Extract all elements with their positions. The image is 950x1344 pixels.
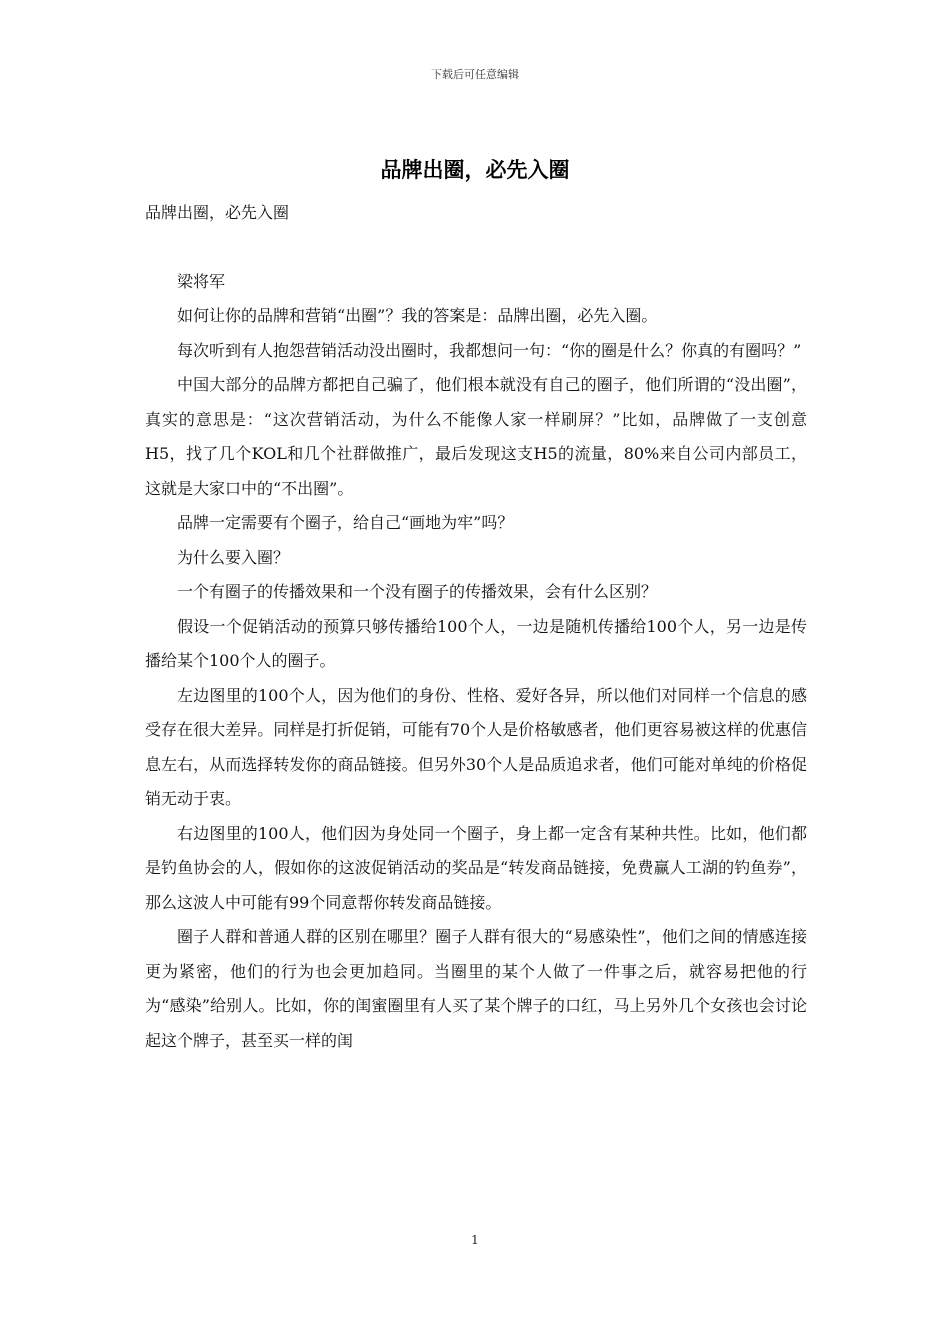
paragraph: 假设一个促销活动的预算只够传播给100个人，一边是随机传播给100个人，另一边是传播给某个100个人的圈子。 <box>145 616 807 670</box>
document-body <box>145 196 807 1058</box>
author-line: 梁将军 <box>177 271 226 291</box>
paragraph: 一个有圈子的传播效果和一个没有圈子的传播效果，会有什么区别？ <box>177 582 658 601</box>
paragraph: 为什么要入圈？ <box>177 547 290 567</box>
blank-line <box>145 231 807 265</box>
paragraph: 圈子人群和普通人群的区别在哪里？圈子人群有很大的“易感染性”，他们之间的情感连接更为紧密，他们的行为也会更加趋同。当圈里的某个人做了一件事之后，就容易把他的行为“感染”给别人。比如，你的闺蜜圈里有人买了某个牌子的口红，马上另外几个女孩也会讨论起这个牌子，甚至买一样的闺 <box>145 927 807 1050</box>
page-header: 下载后可任意编辑 <box>431 68 519 81</box>
paragraph: 如何让你的品牌和营销“出圈”？我的答案是：品牌出圈，必先入圈。 <box>177 306 658 325</box>
paragraph: 中国大部分的品牌方都把自己骗了，他们根本就没有自己的圈子，他们所谓的“没出圈”，真实的意思是：“这次营销活动，为什么不能像人家一样刷屏？”比如，品牌做了一支创意H5，找了几个KOL和几个社群做推广，最后发现这支H5的流量，80%来自公司内部员工，这就是大家口中的“不出圈”。 <box>145 375 807 498</box>
page-number: 1 <box>471 1233 479 1247</box>
document-title: 品牌出圈，必先入圈 <box>380 158 570 182</box>
paragraph: 左边图里的100个人，因为他们的身份、性格、爱好各异，所以他们对同样一个信息的感受存在很大差异。同样是打折促销，可能有70个人是价格敏感者，他们更容易被这样的优惠信息左右，从而选择转发你的商品链接。但另外30个人是品质追求者，他们可能对单纯的价格促销无动于衷。 <box>145 685 807 808</box>
paragraph: 每次听到有人抱怨营销活动没出圈时，我都想问一句：“你的圈是什么？你真的有圈吗？” <box>177 340 802 360</box>
paragraph: 右边图里的100人，他们因为身处同一个圈子，身上都一定含有某种共性。比如，他们都是钓鱼协会的人，假如你的这波促销活动的奖品是“转发商品链接，免费赢人工湖的钓鱼券”，那么这波人中可能有99个同意帮你转发商品链接。 <box>145 823 807 912</box>
paragraph: 品牌一定需要有个圈子，给自己“画地为牢”吗？ <box>177 513 514 532</box>
subtitle-line: 品牌出圈，必先入圈 <box>145 203 290 222</box>
